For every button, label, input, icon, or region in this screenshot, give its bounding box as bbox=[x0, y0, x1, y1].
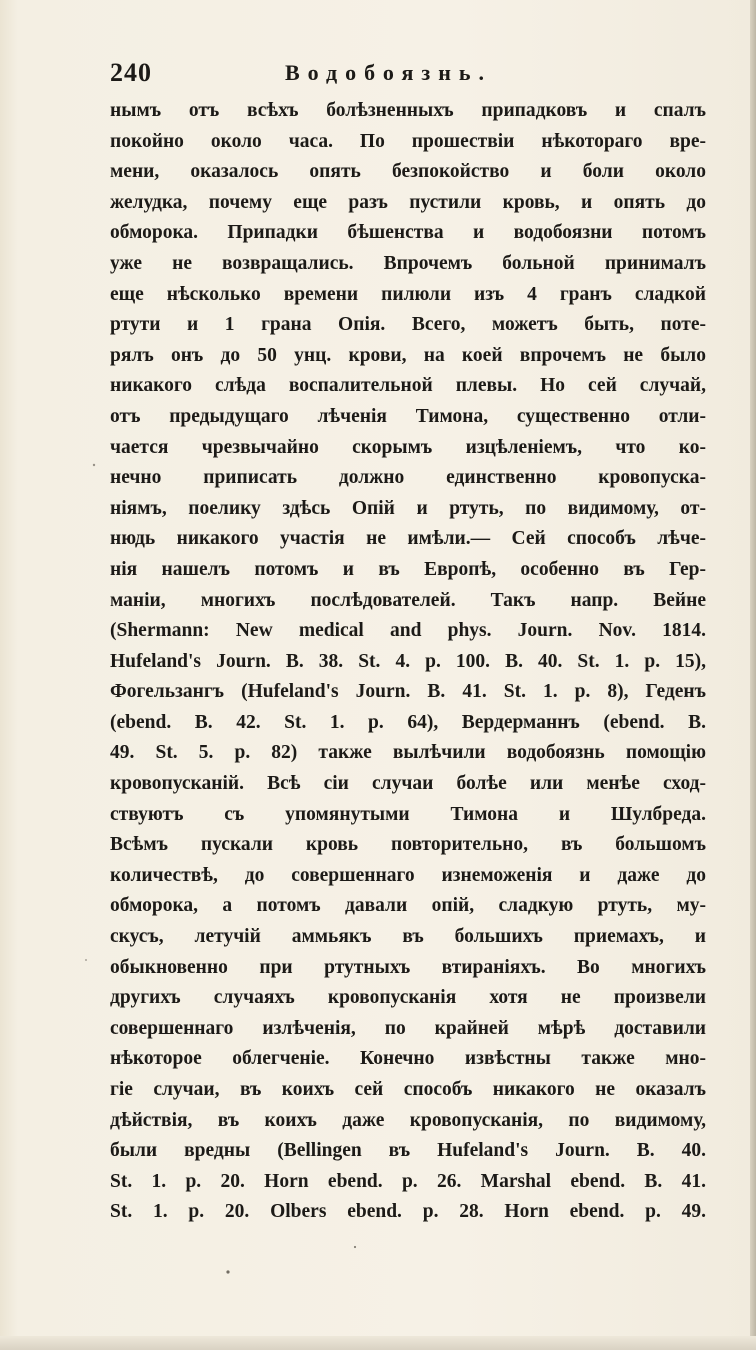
text-line: обыкновенно при ртутныхъ втираніяхъ. Во многихъ bbox=[110, 956, 706, 978]
text-line: ствуютъ съ упомянутыми Тимона и Шулбреда. bbox=[110, 803, 706, 825]
text-line: ртути и 1 грана Опія. Всего, можетъ быть, поте- bbox=[110, 314, 706, 336]
text-line: совершеннаго излѣченія, по крайней мѣрѣ доставили bbox=[110, 1017, 706, 1039]
text-line: количествѣ, до совершеннаго изнеможенія и даже до bbox=[110, 864, 706, 886]
text-line: (Shermann: New medical and phys. Journ. Nov. 1814. bbox=[110, 620, 706, 642]
text-line: отъ предыдущаго лѣченія Тимона, существенно отли- bbox=[110, 405, 706, 427]
text-line: другихъ случаяхъ кровопусканія хотя не произвели bbox=[110, 987, 706, 1009]
text-line: нымъ отъ всѣхъ болѣзненныхъ припадковъ и спалъ bbox=[110, 100, 706, 121]
text-line: чается чрезвычайно скорымъ изцѣленіемъ, что ко- bbox=[110, 436, 706, 458]
text-line: рялъ онъ до 50 унц. крови, на коей впрочемъ не было bbox=[110, 344, 706, 366]
text-line: нечно приписать должно единственно кровопуска- bbox=[110, 467, 706, 489]
page-edge-bottom bbox=[0, 1336, 756, 1350]
text-line: нѣкоторое облегченіе. Конечно извѣстны также мно- bbox=[110, 1048, 706, 1070]
text-line: обморока, а потомъ давали опій, сладкую ртуть, му- bbox=[110, 895, 706, 917]
page-header bbox=[110, 58, 710, 98]
text-line: Всѣмъ пускали кровь повторительно, въ большомъ bbox=[110, 834, 706, 856]
page-edge-right bbox=[750, 0, 756, 1350]
text-line: нія нашелъ потомъ и въ Европѣ, особенно въ Гер- bbox=[110, 558, 706, 580]
text-line: были вредны (Bellingen въ Hufeland's Journ. B. 40. bbox=[110, 1140, 706, 1162]
text-line: дѣйствія, въ коихъ даже кровопусканія, по видимому, bbox=[110, 1109, 706, 1131]
text-line: ніямъ, поелику здѣсь Опій и ртуть, по видимому, от- bbox=[110, 497, 706, 519]
text-line: St. 1. p. 20. Olbers ebend. p. 28. Horn ebend. p. 49. bbox=[110, 1201, 706, 1223]
text-line: (ebend. B. 42. St. 1. p. 64), Вердерманнъ (ebend. B. bbox=[110, 711, 706, 733]
text-line: нюдь никакого участія не имѣли.— Сей способъ лѣче- bbox=[110, 528, 706, 550]
text-line: Фогельзангъ (Hufeland's Journ. B. 41. St. 1. p. 8), Геденъ bbox=[110, 681, 706, 703]
page-number: 240 bbox=[110, 58, 152, 87]
text-line: гіе случаи, въ коихъ сей способъ никакого не оказалъ bbox=[110, 1079, 706, 1100]
running-title: Водобоязнь. bbox=[285, 60, 493, 85]
text-line: никакого слѣда воспалительной плевы. Но сей случай, bbox=[110, 375, 706, 397]
text-line: Hufeland's Journ. B. 38. St. 4. p. 100. B. 40. St. 1. p. 15), bbox=[110, 650, 706, 672]
body-text bbox=[110, 96, 706, 1228]
text-line: еще нѣсколько времени пилюли изъ 4 гранъ сладкой bbox=[110, 283, 706, 305]
text-line: желудка, почему еще разъ пустили кровь, и опять до bbox=[110, 191, 706, 213]
text-line: обморока. Припадки бѣшенства и водобоязни потомъ bbox=[110, 222, 706, 244]
text-line: St. 1. p. 20. Horn ebend. p. 26. Marshal ebend. B. 41. bbox=[110, 1170, 706, 1192]
text-line: покойно около часа. По прошествіи нѣкотораго вре- bbox=[110, 130, 706, 152]
text-line: скусъ, летучій аммьякъ въ большихъ приемахъ, и bbox=[110, 926, 706, 948]
text-line: мени, оказалось опять безпокойство и боли около bbox=[110, 161, 706, 183]
text-line: маніи, многихъ послѣдователей. Такъ напр. Вейне bbox=[110, 589, 706, 611]
text-line: 49. St. 5. p. 82) также вылѣчили водобоязнь помощію bbox=[110, 742, 706, 764]
text-line: кровопусканій. Всѣ сіи случаи болѣе или менѣе сход- bbox=[110, 773, 706, 795]
text-line: уже не возвращались. Впрочемъ больной принималъ bbox=[110, 252, 706, 274]
